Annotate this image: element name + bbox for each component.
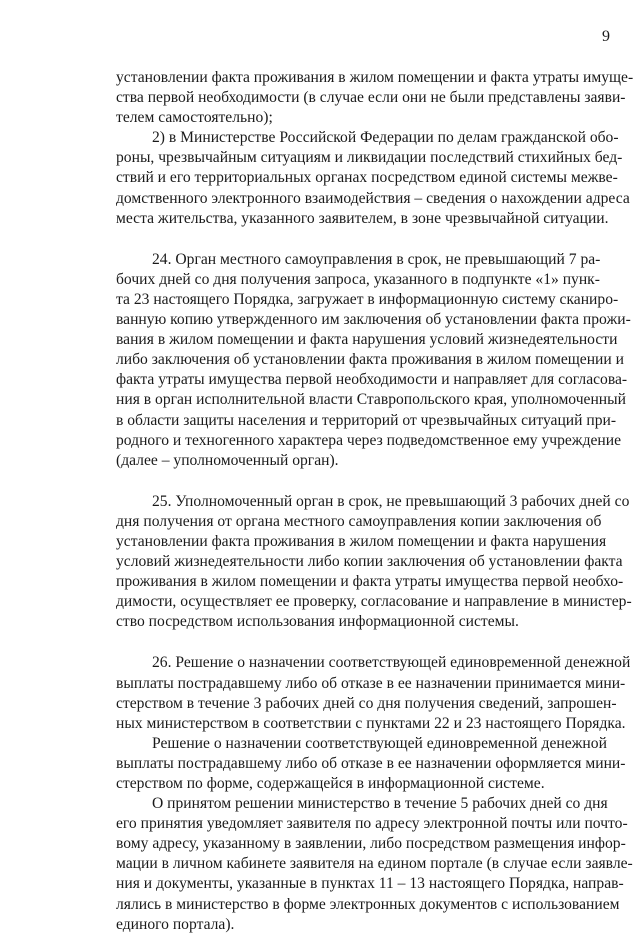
page-number: 9 — [602, 28, 610, 45]
text-line: стерством в течение 3 рабочих дней со дня получения сведений, запрошен- — [116, 694, 617, 712]
text-line: единого портала). — [116, 915, 235, 933]
text-line: О принятом решении министерство в течение 5 рабочих дней со дня — [152, 795, 608, 813]
text-line: вому адресу, указанному в заявлении, либо посредством размещения инфор- — [116, 835, 626, 853]
paragraph-item-26-decision-form — [116, 734, 626, 794]
text-line: родного и техногенного характера через подведомственное ему учреждение — [116, 431, 622, 449]
text-line: факта утраты имущества первой необходимости и направляет для согласова- — [116, 371, 628, 389]
text-line: Решение о назначении соответствующей единовременной денежной — [152, 734, 607, 752]
paragraph-gap — [116, 471, 588, 492]
text-line: установлении факта проживания в жилом помещении и факта утраты имуще- — [116, 69, 634, 86]
paragraph-subitem-2 — [116, 128, 630, 228]
text-line: 24. Орган местного самоуправления в срок, не превышающий 7 ра- — [152, 250, 601, 268]
text-line: 2) в Министерстве Российской Федерации по делам гражданской обо- — [152, 129, 619, 147]
paragraph-gap — [116, 229, 588, 250]
paragraph-item-26 — [116, 653, 631, 733]
text-line: ства первой необходимости (в случае если они не были представлены заяви- — [116, 89, 626, 107]
text-line: (далее – уполномоченный орган). — [116, 451, 339, 469]
text-line: 25. Уполномоченный орган в срок, не превышающий 3 рабочих дней со — [152, 492, 630, 510]
text-line: мации в личном кабинете заявителя на едином портале (в случае если заявле- — [116, 855, 633, 873]
text-line: телем самостоятельно); — [116, 109, 273, 127]
text-line: его принятия уведомляет заявителя по адресу электронной почты или почто- — [116, 815, 628, 833]
text-line: установлении факта проживания в жилом помещении и факта нарушения — [116, 532, 607, 550]
text-line: ствий и его территориальных органах посредством единой системы межве- — [116, 169, 618, 187]
text-line: та 23 настоящего Порядка, загружает в информационную систему сканиро- — [116, 290, 619, 308]
text-line: либо заключения об установлении факта проживания в жилом помещении и — [116, 351, 624, 369]
paragraph-item-24 — [116, 250, 631, 471]
text-line: дня получения от органа местного самоуправления копии заключения об — [116, 512, 602, 530]
paragraph-item-25 — [116, 492, 632, 633]
text-line: выплаты пострадавшему либо об отказе в ее назначении оформляется мини- — [116, 754, 626, 772]
text-line: выплаты пострадавшему либо об отказе в ее назначении принимается мини- — [116, 674, 626, 692]
text-line: роны, чрезвычайным ситуациям и ликвидации последствий стихийных бед- — [116, 149, 623, 167]
paragraph-item-26-notification — [116, 794, 633, 935]
text-line: бочих дней со дня получения запроса, указанного в подпункте «1» пунк- — [116, 270, 600, 288]
text-line: лялись в министерство в форме электронных документов с использованием — [116, 895, 620, 913]
text-line: в области защиты населения и территорий от чрезвычайных ситуаций при- — [116, 411, 617, 429]
text-line: ных министерством в соответствии с пунктами 22 и 23 настоящего Порядка. — [116, 714, 626, 732]
text-line: условий жизнедеятельности либо копии заключения об установлении факта — [116, 553, 623, 571]
document-body — [116, 68, 634, 935]
text-line: стерством по форме, содержащейся в информационной системе. — [116, 775, 545, 792]
text-line: ванную копию утвержденного им заключения об установлении факта прожи- — [116, 311, 631, 329]
text-line: ния в орган исполнительной власти Ставропольского края, уполномоченный — [116, 391, 626, 409]
paragraph-gap — [116, 632, 588, 653]
text-line: ния и документы, указанные в пунктах 11 – 13 настоящего Порядка, направ- — [116, 875, 624, 893]
text-line: места жительства, указанного заявителем, в зоне чрезвычайной ситуации. — [116, 209, 609, 227]
text-line: 26. Решение о назначении соответствующей единовременной денежной — [152, 654, 631, 672]
text-line: димости, осуществляет ее проверку, согласование и направление в министер- — [116, 593, 632, 611]
text-line: вания в жилом помещении и факта нарушения условий жизнедеятельности — [116, 331, 618, 349]
text-line: ство посредством использования информационной системы. — [116, 613, 519, 631]
paragraph-continuation — [116, 68, 634, 128]
text-line: проживания в жилом помещении и факта утраты имущества первой необхо- — [116, 573, 624, 591]
text-line: домственного электронного взаимодействия – сведения о нахождении адреса — [116, 189, 630, 207]
